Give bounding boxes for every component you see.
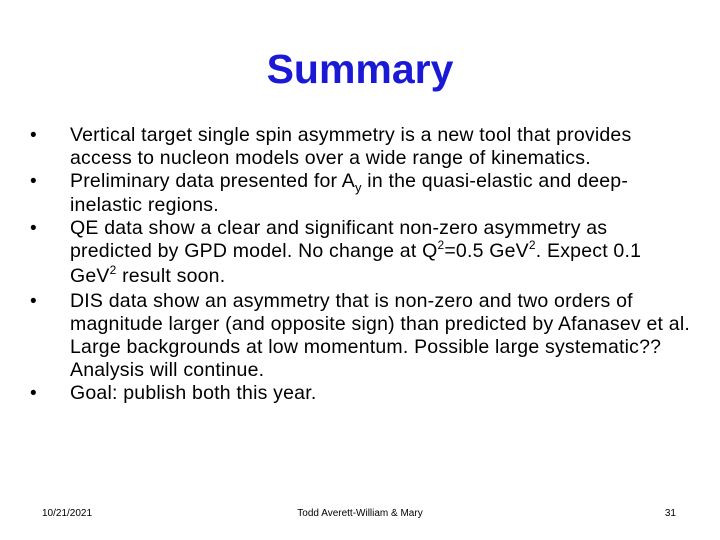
superscript: 2	[109, 263, 117, 277]
text-run: Goal: publish both this year.	[70, 382, 317, 404]
superscript: 2	[528, 238, 536, 252]
text-run: Vertical target single spin asymmetry is a new tool that provides access to nucleon models over a wide range of kinematics.	[70, 124, 632, 169]
text-run: DIS data show an asymmetry that is non-zero and two orders of magnitude larger (and opposite sign) than predicted by Afanasev et al. Large backgrounds at low momentum. Possible large systematic?? Analysis will continue.	[70, 290, 690, 381]
bullet-text	[70, 290, 690, 381]
bullet-text	[70, 170, 628, 216]
footer-page-number: 31	[664, 508, 676, 519]
bullet-item	[0, 217, 720, 290]
bullet-item	[0, 170, 720, 217]
bullet-marker: •	[30, 383, 37, 404]
text-run: Preliminary data presented for A	[70, 170, 355, 192]
text-run: result soon.	[116, 265, 226, 287]
text-run: . Expect 0.1 GeV	[70, 240, 642, 287]
bullet-item	[0, 382, 720, 405]
bullet-text	[70, 124, 631, 169]
slide-title: Summary	[266, 46, 454, 92]
bullet-list	[0, 124, 720, 405]
bullet-item	[0, 124, 720, 170]
text-run: =0.5 GeV	[444, 240, 529, 262]
bullet-marker: •	[30, 125, 37, 146]
text-run: QE data show a clear and significant non-zero asymmetry as predicted by GPD model. No change at Q	[70, 217, 608, 262]
text-run: in the quasi-elastic and deep-inelastic regions.	[70, 170, 629, 216]
bullet-item	[0, 290, 720, 382]
footer-author: Todd Averett-William & Mary	[297, 508, 423, 519]
bullet-text	[70, 382, 316, 404]
bullet-marker: •	[30, 291, 37, 312]
superscript: 2	[437, 238, 445, 252]
subscript: y	[354, 180, 362, 195]
bullet-text	[70, 217, 641, 287]
bullet-marker: •	[30, 171, 37, 192]
bullet-marker: •	[30, 218, 37, 239]
footer-date: 10/21/2021	[42, 508, 93, 519]
